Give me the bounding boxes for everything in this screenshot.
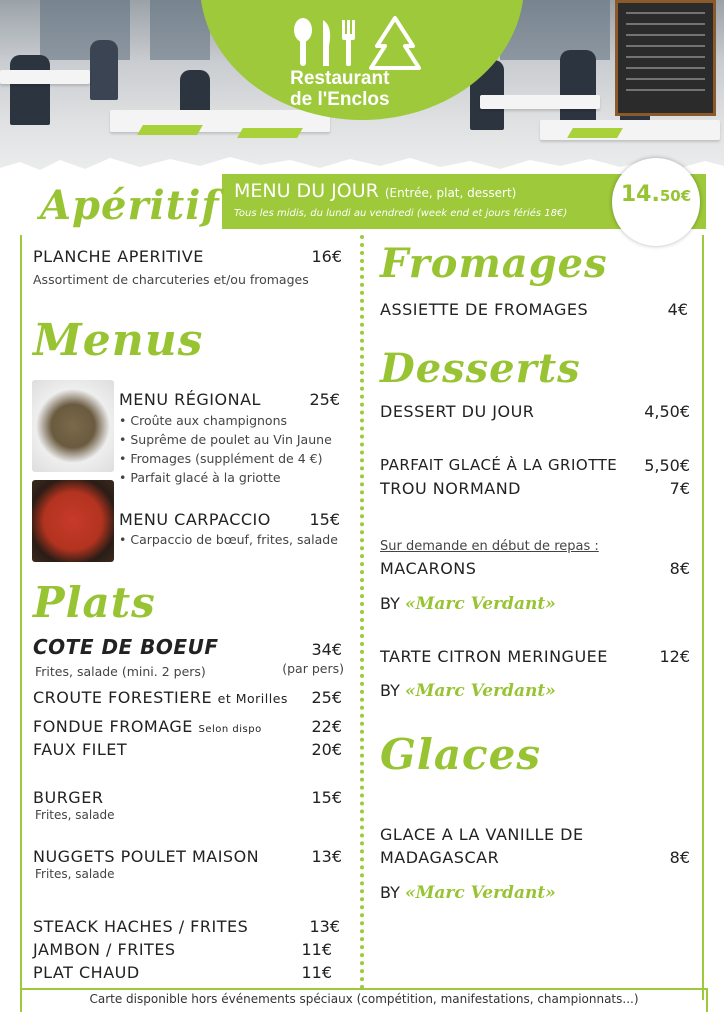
fondue-price: 22€ [311, 717, 342, 736]
burger-name: BURGER [33, 788, 104, 807]
maker-name-1: «Marc Verdant» [404, 594, 556, 614]
dessert-jour-price: 4,50€ [644, 402, 690, 421]
maker-name-2: «Marc Verdant» [404, 681, 556, 701]
dessert-jour-name: DESSERT DU JOUR [380, 402, 535, 421]
plat-chaud-price: 11€ [301, 963, 332, 982]
glace-by [380, 883, 556, 903]
trou-name: TROU NORMAND [380, 479, 521, 498]
nuggets-price: 13€ [311, 847, 342, 866]
chalkboard [615, 0, 716, 116]
steack-name: STEACK HACHES / FRITES [33, 917, 249, 936]
croute-note: et Morilles [217, 691, 288, 706]
menu-du-jour-price [612, 158, 700, 246]
heading-fromages: Fromages [380, 240, 608, 287]
cote-price-note: (par pers) [282, 661, 344, 676]
item-planche-name: PLANCHE APERITIVE [33, 247, 204, 266]
right-border [702, 235, 704, 1000]
fork-icon [342, 20, 355, 66]
menu-carpaccio-price: 15€ [309, 510, 340, 529]
heading-aperitif: Apéritif [40, 182, 220, 229]
burger-price: 15€ [311, 788, 342, 807]
dish-photo-regional [32, 380, 114, 472]
menu-carpaccio-name: MENU CARPACCIO [119, 510, 271, 529]
croute-price: 25€ [311, 688, 342, 707]
macarons-price: 8€ [669, 559, 690, 578]
heading-plats: Plats [33, 578, 156, 627]
macarons-name: MACARONS [380, 559, 477, 578]
parfait-price: 5,50€ [644, 456, 690, 475]
footer-text: Carte disponible hors événements spéciaux (compétition, manifestations, championnats...) [89, 992, 639, 1006]
plat-chaud-name: PLAT CHAUD [33, 963, 140, 982]
logo-icons [285, 16, 435, 76]
steack-price: 13€ [309, 917, 340, 936]
tarte-by [380, 681, 556, 701]
burger-desc: Frites, salade [35, 808, 115, 822]
logo-text [290, 68, 390, 110]
by-label-1: BY [380, 594, 400, 613]
left-border [20, 235, 22, 1000]
macarons-by [380, 594, 556, 614]
tarte-price: 12€ [659, 647, 690, 666]
bullet-4: • Parfait glacé à la griotte [119, 470, 281, 485]
heading-desserts: Desserts [380, 345, 581, 392]
item-planche-price: 16€ [311, 247, 342, 266]
spoon-icon [294, 18, 312, 66]
fondue-label: FONDUE FROMAGE [33, 717, 193, 736]
trou-price: 7€ [669, 479, 690, 498]
croute-name [33, 688, 288, 707]
by-label-2: BY [380, 681, 400, 700]
glace-price: 8€ [669, 848, 690, 867]
footer [20, 988, 708, 1012]
cote-desc: Frites, salade (mini. 2 pers) [35, 664, 206, 679]
tarte-name: TARTE CITRON MERINGUEE [380, 647, 608, 666]
jambon-price: 11€ [301, 940, 332, 959]
faux-filet-name: FAUX FILET [33, 740, 128, 759]
fromages-price: 4€ [667, 300, 688, 319]
menu-du-jour-note: Tous les midis, du lundi au vendredi (week end et jours fériés 18€) [234, 208, 568, 219]
sur-demande-label: Sur demande en début de repas : [380, 539, 599, 554]
logo-line1: Restaurant [290, 68, 390, 89]
logo-line2: de l'Enclos [290, 89, 390, 110]
faux-filet-price: 20€ [311, 740, 342, 759]
price-main: 14. [620, 182, 660, 207]
heading-glaces: Glaces [380, 730, 541, 779]
glace-line1: GLACE A LA VANILLE DE [380, 825, 584, 844]
fondue-note: Selon dispo [198, 724, 262, 735]
column-divider [360, 235, 364, 990]
nuggets-name: NUGGETS POULET MAISON [33, 847, 260, 866]
price-cents: 50€ [659, 187, 692, 205]
nuggets-desc: Frites, salade [35, 867, 115, 881]
menu-du-jour-subtitle: (Entrée, plat, dessert) [384, 186, 517, 200]
menu-carpaccio-bullet: • Carpaccio de bœuf, frites, salade [119, 532, 338, 547]
by-label-3: BY [380, 883, 400, 902]
maker-name-3: «Marc Verdant» [404, 883, 556, 903]
menu-regional-price: 25€ [309, 390, 340, 409]
tree-icon [371, 18, 419, 68]
glace-line2: MADAGASCAR [380, 848, 500, 867]
menu-regional-bullets [119, 411, 332, 487]
dish-photo-carpaccio [32, 480, 114, 562]
cote-name: COTE DE BOEUF [33, 635, 219, 659]
bullet-1: • Croûte aux champignons [119, 413, 288, 428]
menu-regional-name: MENU RÉGIONAL [119, 390, 261, 409]
heading-menus: Menus [33, 315, 204, 366]
item-planche-desc: Assortiment de charcuteries et/ou fromages [33, 272, 309, 287]
bullet-3: • Fromages (supplément de 4 €) [119, 451, 323, 466]
fondue-name [33, 717, 262, 736]
croute-label: CROUTE FORESTIERE [33, 688, 213, 707]
menu-du-jour-title: MENU DU JOUR [234, 180, 379, 202]
bullet-2: • Suprême de poulet au Vin Jaune [119, 432, 332, 447]
knife-icon [323, 20, 330, 66]
fromages-name: ASSIETTE DE FROMAGES [380, 300, 589, 319]
cote-price: 34€ [311, 640, 342, 659]
parfait-name: PARFAIT GLACÉ À LA GRIOTTE [380, 456, 618, 474]
jambon-name: JAMBON / FRITES [33, 940, 176, 959]
